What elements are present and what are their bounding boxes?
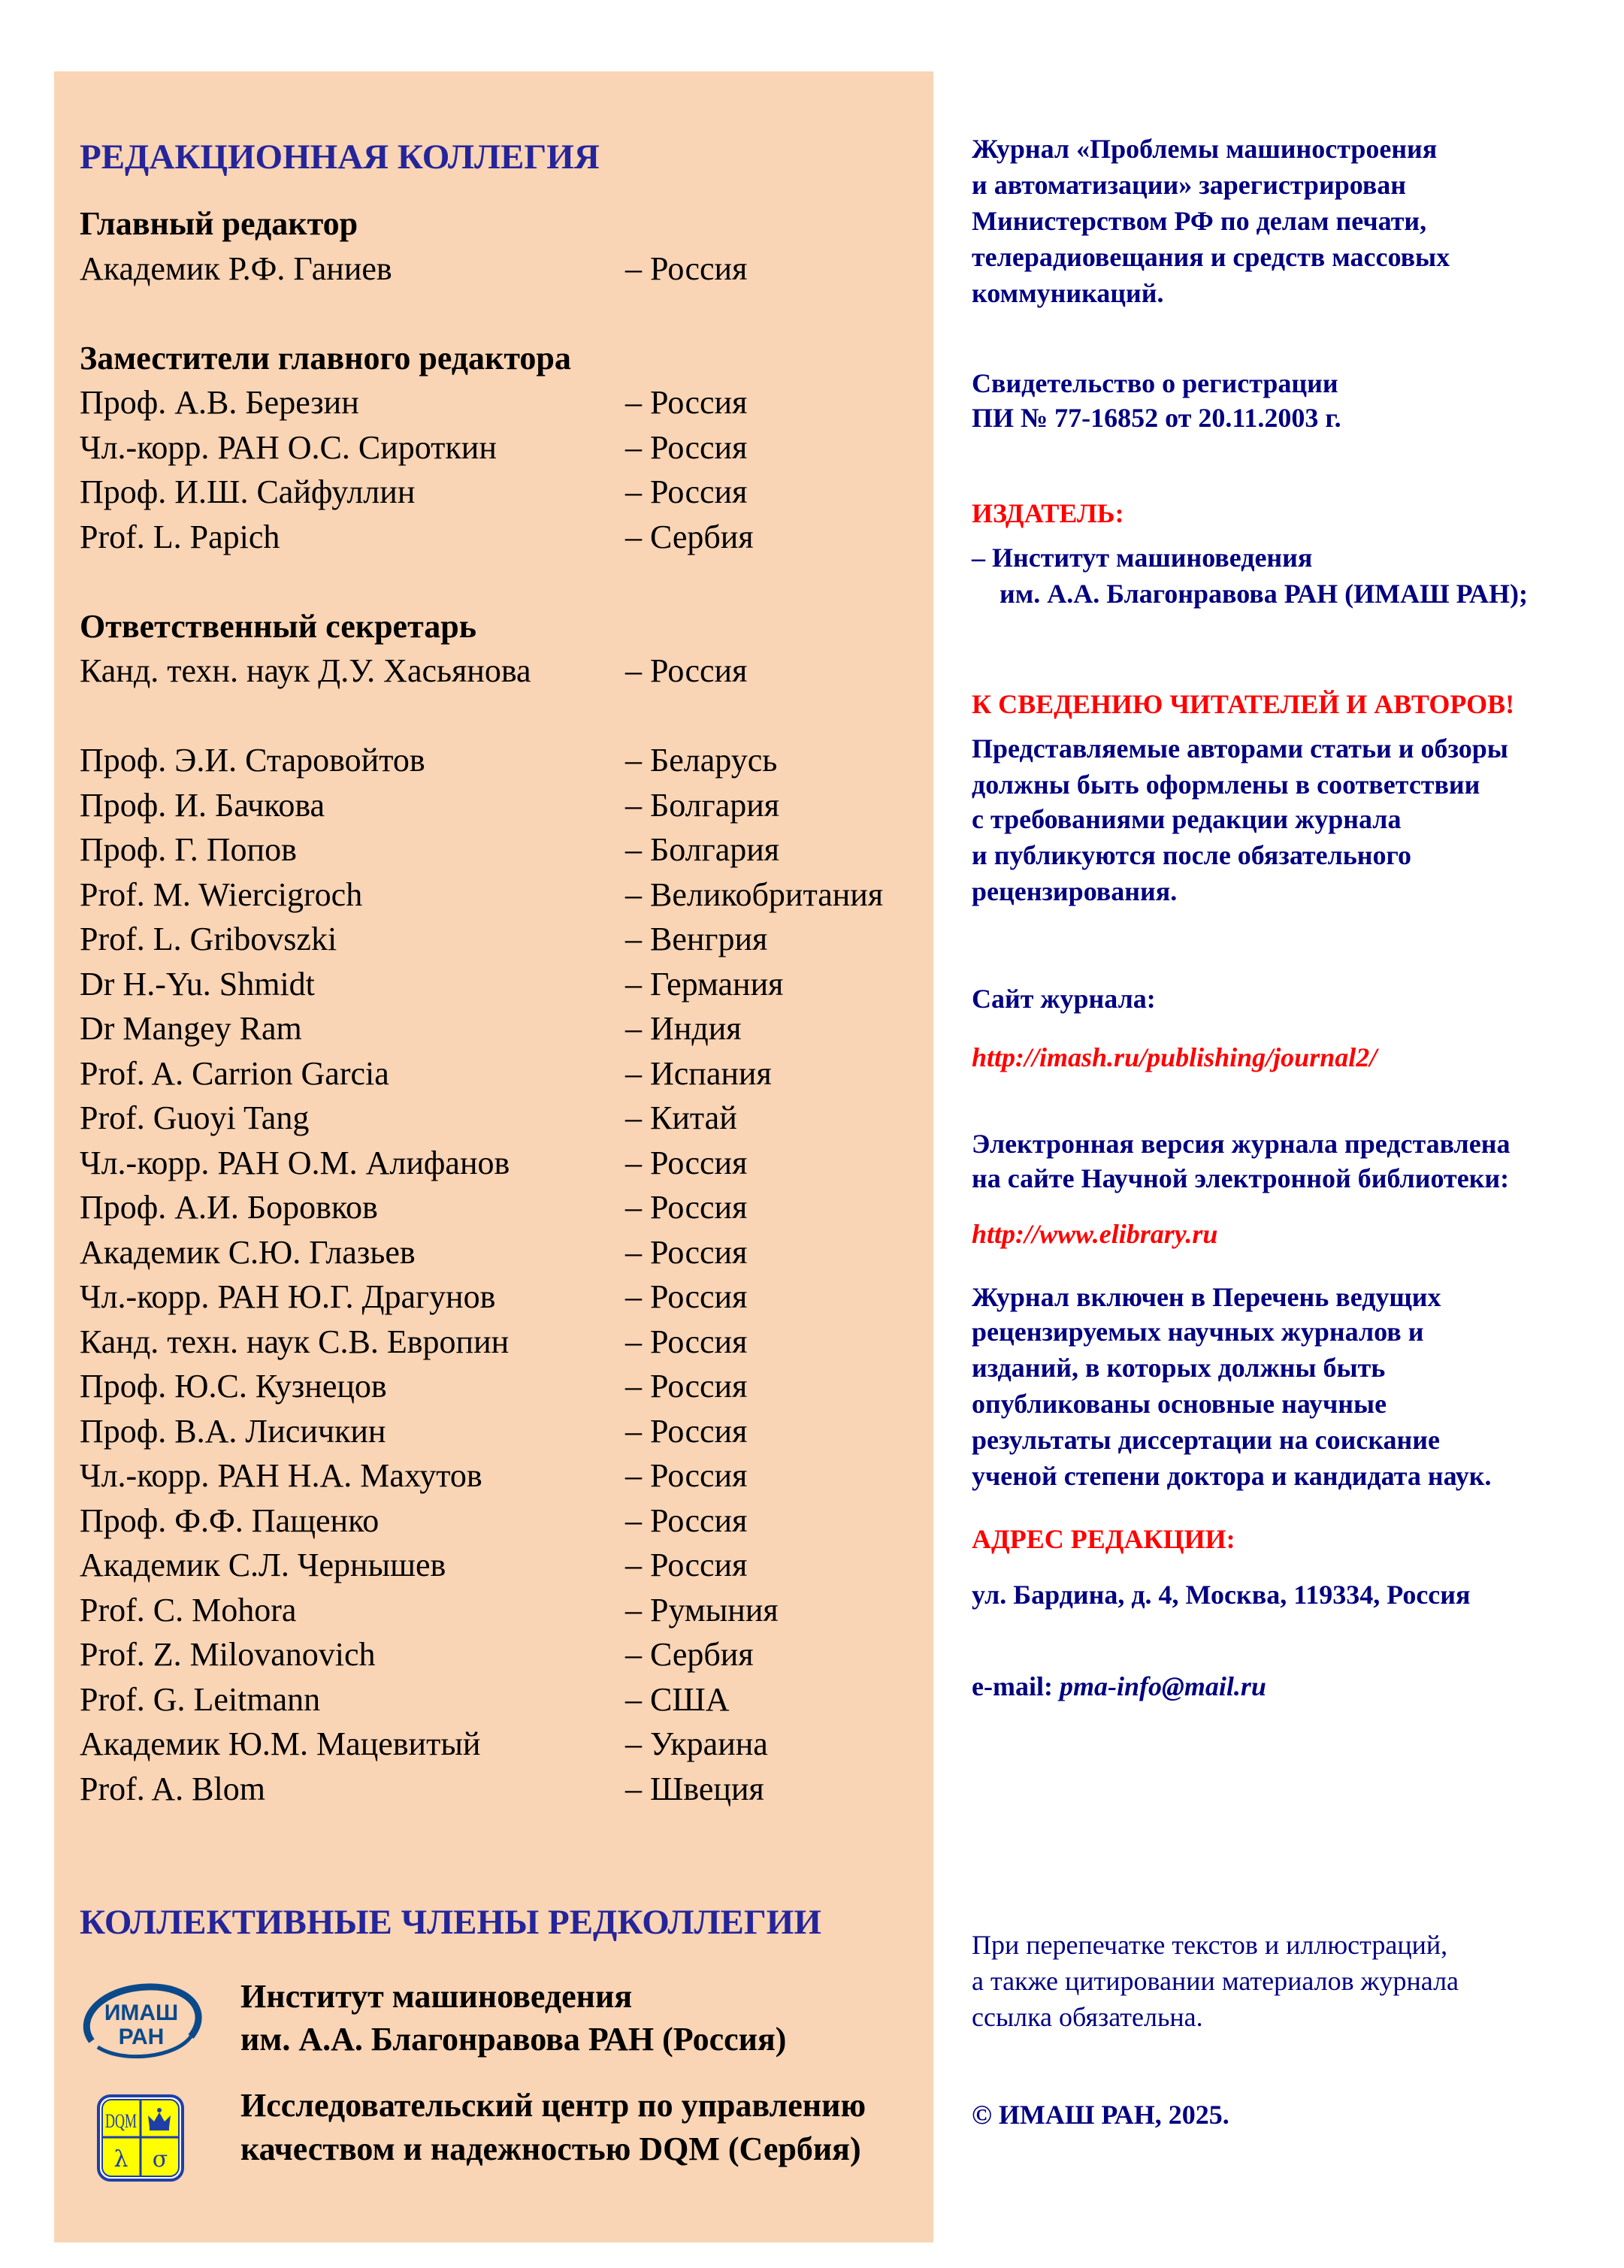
member-name: Канд. техн. наук Д.У. Хасьянова (80, 652, 531, 689)
member-name: Проф. Э.И. Старовойтов (80, 742, 425, 779)
member-name: Prof. M. Wiercigroch (80, 875, 363, 913)
secretary-heading: Ответственный секретарь (80, 608, 476, 645)
member-name: Prof. A. Carrion Garcia (80, 1054, 389, 1092)
org-name-line: качеством и надежностью DQM (Сербия) (240, 2130, 861, 2167)
publisher-line: им. А.А. Благонравова РАН (ИМАШ РАН); (1000, 579, 1528, 609)
editorial-board-title: РЕДАКЦИОННАЯ КОЛЛЕГИЯ (80, 138, 600, 177)
org-name-line: Исследовательский центр по управлению (240, 2087, 866, 2124)
member-name: Проф. Г. Попов (80, 831, 297, 868)
elibrary-text-line: Электронная версия журнала представлена (972, 1129, 1511, 1159)
vak-line: изданий, в которых должны быть (972, 1353, 1386, 1383)
member-country: – Россия (625, 1233, 748, 1271)
member-country: – Венгрия (625, 921, 768, 957)
member-country: – Великобритания (625, 875, 884, 913)
imash-logo-text: ИМАШ (104, 2000, 179, 2025)
certificate-line: Свидетельство о регистрации (972, 368, 1338, 398)
member-name: Prof. L. Gribovszki (80, 921, 337, 957)
sigma-symbol: σ (152, 2146, 168, 2173)
member-name: Проф. Ю.С. Кузнецов (80, 1368, 387, 1405)
member-name: Dr Mangey Ram (80, 1010, 302, 1047)
member-name: Чл.-корр. РАН О.С. Сироткин (80, 428, 497, 466)
member-country: – Россия (625, 1144, 748, 1181)
member-country: – Россия (625, 428, 748, 466)
member-country: – Россия (625, 1323, 748, 1360)
email-label: e-mail: (972, 1671, 1053, 1701)
elibrary-text-line: на сайте Научной электронной библиотеки: (972, 1163, 1510, 1193)
member-name: Академик Р.Ф. Ганиев (80, 250, 392, 287)
member-name: Prof. A. Blom (80, 1770, 265, 1807)
member-name: Академик Ю.М. Мацевитый (80, 1725, 481, 1762)
member-country: – Индия (625, 1010, 742, 1047)
reprint-line: При перепечатке текстов и иллюстраций, (972, 1930, 1448, 1960)
org-name-line: им. А.А. Благонравова РАН (Россия) (240, 2021, 787, 2058)
member-country: – Болгария (625, 831, 780, 868)
registration-line: коммуникаций. (972, 278, 1164, 308)
member-name: Проф. А.И. Боровков (80, 1189, 378, 1226)
member-country: – Россия (625, 384, 748, 421)
member-country: – Россия (625, 1189, 748, 1226)
vak-line: ученой степени доктора и кандидата наук. (972, 1461, 1492, 1491)
vak-line: результаты диссертации на соискание (972, 1425, 1440, 1455)
notice-line: Представляемые авторами статьи и обзоры (972, 733, 1508, 764)
site-url-link[interactable]: http://imash.ru/publishing/journal2/ (972, 1042, 1378, 1072)
member-country: – Испания (625, 1054, 772, 1092)
imash-ran-logo (78, 1982, 204, 2064)
deputies-heading: Заместители главного редактора (80, 340, 571, 376)
member-name: Чл.-корр. РАН Ю.Г. Драгунов (80, 1278, 496, 1315)
notice-line: с требованиями редакции журнала (972, 804, 1402, 834)
member-country: – Украина (625, 1725, 768, 1762)
member-name: Чл.-корр. РАН О.М. Алифанов (80, 1144, 510, 1181)
notice-title: К СВЕДЕНИЮ ЧИТАТЕЛЕЙ И АВТОРОВ! (972, 689, 1515, 719)
member-name: Prof. Guoyi Tang (80, 1099, 310, 1136)
member-name: Канд. техн. наук С.В. Европин (80, 1323, 510, 1360)
ran-logo-text: РАН (118, 2025, 165, 2049)
member-name: Dr H.-Yu. Shmidt (80, 965, 315, 1002)
email-row (972, 1673, 1266, 1700)
vak-line: Журнал включен в Перечень ведущих (972, 1282, 1441, 1312)
member-country: – Беларусь (625, 742, 778, 779)
reprint-line: а также цитировании материалов журнала (972, 1966, 1459, 1996)
chief-editor-heading: Главный редактор (80, 205, 358, 242)
org-name-line: Институт машиноведения (240, 1978, 633, 2015)
member-name: Prof. Z. Milovanovich (80, 1636, 376, 1673)
registration-line: телерадиовещания и средств массовых (972, 242, 1450, 272)
member-name: Prof. G. Leitmann (80, 1680, 321, 1718)
collective-members-title: КОЛЛЕКТИВНЫЕ ЧЛЕНЫ РЕДКОЛЛЕГИИ (80, 1903, 821, 1942)
member-country: – Россия (625, 1501, 748, 1539)
member-country: – США (625, 1680, 730, 1718)
member-country: – Сербия (625, 518, 754, 555)
site-label: Сайт журнала: (972, 984, 1156, 1014)
elibrary-url-link[interactable]: http://www.elibrary.ru (972, 1219, 1218, 1249)
dqm-logo-text: DQM (105, 2110, 137, 2132)
member-name: Чл.-корр. РАН Н.А. Махутов (80, 1457, 482, 1494)
dqm-logo (97, 2094, 184, 2182)
address-title: АДРЕС РЕДАКЦИИ: (972, 1524, 1235, 1554)
notice-line: должны быть оформлены в соответствии (972, 770, 1480, 800)
member-name: Академик С.Л. Чернышев (80, 1547, 446, 1583)
lambda-symbol: λ (113, 2146, 129, 2173)
member-name: Проф. Ф.Ф. Пащенко (80, 1501, 380, 1539)
member-country: – Россия (625, 652, 748, 689)
member-country: – Россия (625, 250, 748, 287)
member-name: Проф. И. Бачкова (80, 786, 325, 824)
email-link[interactable]: pma-info@mail.ru (1059, 1671, 1266, 1701)
member-name: Prof. L. Papich (80, 518, 280, 555)
member-country: – Россия (625, 1278, 748, 1315)
reprint-line: ссылка обязательна. (972, 2002, 1203, 2032)
member-country: – Россия (625, 1412, 748, 1450)
member-country: – Россия (625, 473, 748, 510)
publisher-title: ИЗДАТЕЛЬ: (972, 498, 1124, 528)
registration-line: Министерством РФ по делам печати, (972, 206, 1427, 236)
registration-line: Журнал «Проблемы машиностроения (972, 134, 1438, 164)
vak-line: рецензируемых научных журналов и (972, 1317, 1424, 1347)
member-name: Проф. И.Ш. Сайфуллин (80, 473, 416, 510)
member-country: – Россия (625, 1547, 748, 1583)
member-name: Академик С.Ю. Глазьев (80, 1233, 416, 1271)
certificate-line: ПИ № 77-16852 от 20.11.2003 г. (972, 403, 1341, 433)
vak-line: опубликованы основные научные (972, 1389, 1387, 1419)
publisher-line: – Институт машиноведения (972, 543, 1313, 573)
member-name: Проф. А.В. Березин (80, 384, 359, 421)
member-country: – Болгария (625, 786, 780, 824)
registration-line: и автоматизации» зарегистрирован (972, 170, 1407, 200)
member-country: – Китай (625, 1099, 737, 1136)
member-country: – Россия (625, 1368, 748, 1405)
notice-line: и публикуются после обязательного (972, 840, 1411, 870)
copyright: © ИМАШ РАН, 2025. (972, 2100, 1229, 2130)
member-country: – Румыния (625, 1591, 779, 1628)
notice-line: рецензирования. (972, 876, 1178, 906)
member-country: – Россия (625, 1457, 748, 1494)
member-country: – Сербия (625, 1636, 754, 1673)
member-name: Prof. C. Mohora (80, 1591, 297, 1628)
address-text: ул. Бардина, д. 4, Москва, 119334, Россия (972, 1580, 1471, 1610)
member-country: – Швеция (625, 1770, 764, 1807)
member-country: – Германия (625, 965, 784, 1002)
member-name: Проф. В.А. Лисичкин (80, 1412, 386, 1450)
